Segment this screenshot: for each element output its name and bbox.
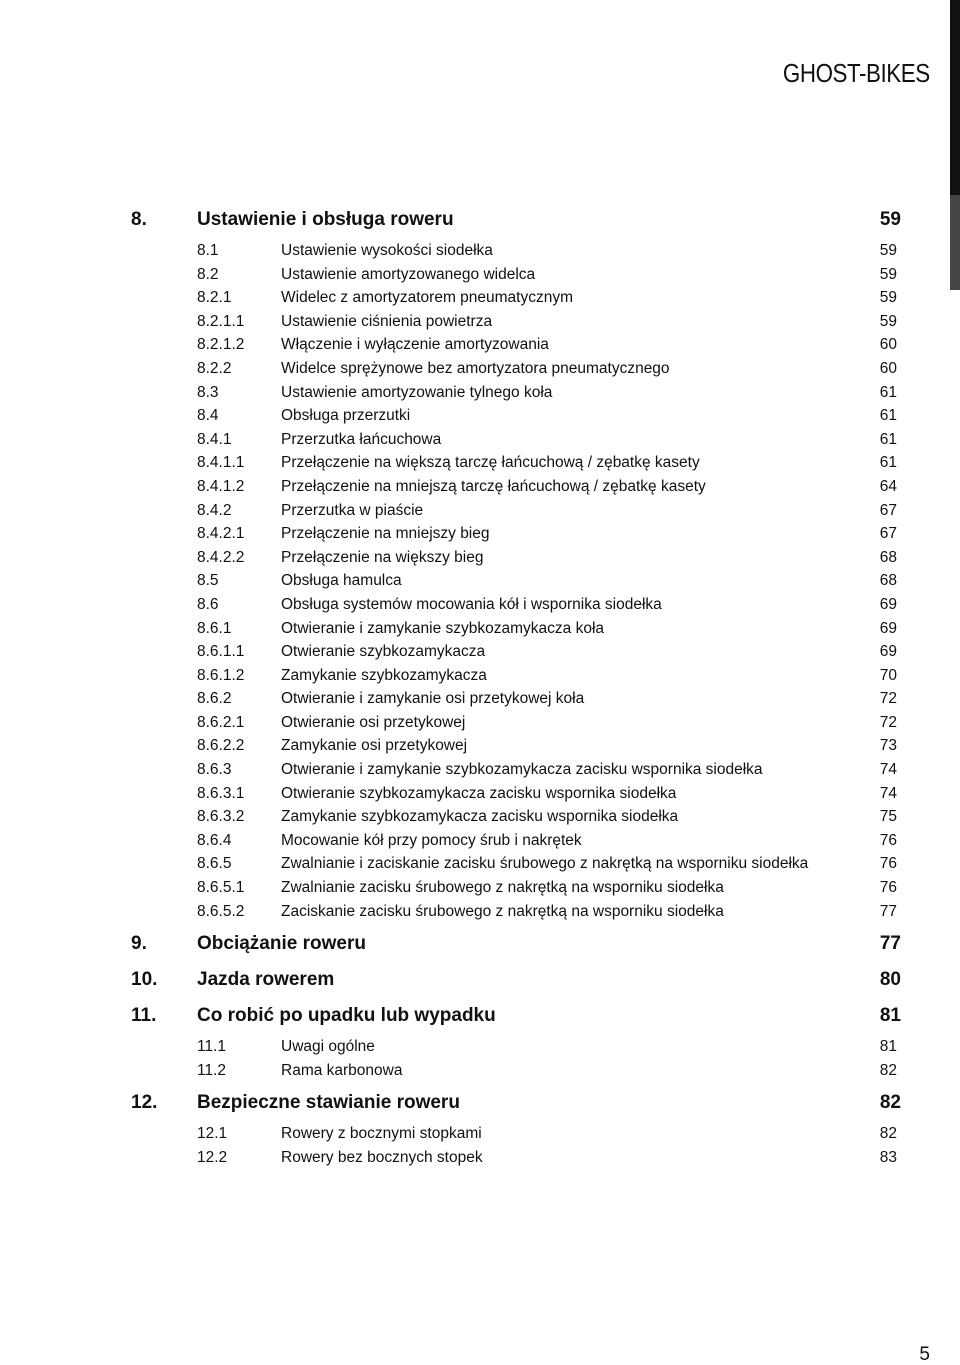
subsection-page: 83 <box>879 1149 897 1166</box>
subsection-page: 70 <box>879 666 897 684</box>
toc-subsection-entry <box>131 1035 901 1059</box>
toc-subsection-entry <box>131 475 901 499</box>
subsection-title: Ustawienie amortyzowanego widelca <box>281 265 536 283</box>
subsection-title: Otwieranie i zamykanie szybkozamykacza koła <box>281 619 605 637</box>
toc-subsection-list <box>131 239 901 923</box>
subsection-page: 67 <box>879 525 897 543</box>
subsection-title: Otwieranie i zamykanie osi przetykowej koła <box>281 690 585 708</box>
subsection-number: 8.2.1.1 <box>197 312 245 330</box>
subsection-number: 8.2.1 <box>197 289 232 307</box>
subsection-title: Otwieranie szybkozamykacza <box>281 643 486 661</box>
subsection-number: 8.4.1.1 <box>197 454 245 472</box>
toc-chapter-entry <box>131 929 901 959</box>
subsection-page: 60 <box>879 336 897 354</box>
subsection-page: 59 <box>879 289 897 307</box>
subsection-page: 74 <box>879 761 897 779</box>
subsection-title: Zamykanie szybkozamykacza zacisku wspornika siodełka <box>281 808 679 826</box>
subsection-page: 76 <box>879 879 897 897</box>
subsection-title: Rowery bez bocznych stopek <box>281 1149 483 1166</box>
subsection-number: 11.2 <box>197 1061 227 1079</box>
toc-chapter-entry <box>131 1088 901 1118</box>
edge-tab-bar <box>950 195 960 290</box>
toc-subsection-entry <box>131 829 901 853</box>
toc-subsection-entry <box>131 734 901 758</box>
subsection-page: 68 <box>879 572 897 590</box>
subsection-title: Obsługa przerzutki <box>281 407 411 425</box>
subsection-number: 8.6.4 <box>197 831 232 849</box>
chapter-page: 81 <box>879 1005 901 1027</box>
subsection-page: 64 <box>879 477 897 495</box>
subsection-title: Przełączenie na mniejszą tarczę łańcuchową / zębatkę kasety <box>281 477 706 495</box>
toc-subsection-entry <box>131 428 901 452</box>
subsection-title: Zwalnianie i zaciskanie zacisku śrubowego z nakrętką na wsporniku siodełka <box>281 855 809 873</box>
subsection-number: 8.6.2.1 <box>197 713 245 731</box>
subsection-title: Ustawienie wysokości siodełka <box>281 242 493 259</box>
subsection-page: 72 <box>879 713 897 731</box>
subsection-number: 8.6 <box>197 595 219 613</box>
subsection-title: Włączenie i wyłączenie amortyzowania <box>281 336 549 354</box>
chapter-title: Ustawienie i obsługa roweru <box>197 209 454 230</box>
subsection-number: 8.2 <box>197 265 219 283</box>
subsection-number: 8.6.5 <box>197 855 232 873</box>
subsection-title: Mocowanie kół przy pomocy śrub i nakrętek <box>281 831 582 849</box>
toc-subsection-entry <box>131 782 901 806</box>
subsection-page: 61 <box>879 383 897 401</box>
subsection-number: 8.4 <box>197 407 219 425</box>
toc-subsection-entry <box>131 1059 901 1083</box>
subsection-page: 82 <box>879 1061 897 1079</box>
chapter-number: 8. <box>131 209 147 230</box>
subsection-number: 8.2.1.2 <box>197 336 245 354</box>
subsection-page: 82 <box>879 1125 897 1143</box>
subsection-number: 8.6.1.1 <box>197 643 245 661</box>
subsection-number: 8.6.3 <box>197 761 232 779</box>
subsection-title: Otwieranie szybkozamykacza zacisku wspornika siodełka <box>281 784 677 802</box>
subsection-title: Zaciskanie zacisku śrubowego z nakrętką na wsporniku siodełka <box>281 902 724 920</box>
chapter-page: 77 <box>879 933 901 955</box>
subsection-page: 76 <box>879 855 897 873</box>
toc-subsection-entry <box>131 1146 901 1170</box>
subsection-number: 8.6.1 <box>197 619 232 637</box>
toc-subsection-entry <box>131 357 901 381</box>
subsection-number: 12.2 <box>197 1149 228 1166</box>
toc-subsection-entry <box>131 876 901 900</box>
toc-subsection-entry <box>131 333 901 357</box>
subsection-number: 8.6.3.1 <box>197 784 245 802</box>
toc-chapter-entry <box>131 1001 901 1031</box>
toc-subsection-entry <box>131 286 901 310</box>
subsection-number: 8.4.1 <box>197 430 232 448</box>
toc-subsection-entry <box>131 310 901 334</box>
subsection-number: 11.1 <box>197 1038 227 1056</box>
subsection-title: Obsługa hamulca <box>281 572 402 590</box>
subsection-title: Zamykanie szybkozamykacza <box>281 666 487 684</box>
toc-subsection-entry <box>131 499 901 523</box>
subsection-page: 77 <box>879 902 897 920</box>
brand-header: GHOST-BIKES <box>783 58 930 88</box>
subsection-page: 61 <box>879 454 897 472</box>
subsection-page: 60 <box>879 359 897 377</box>
toc-subsection-entry <box>131 617 901 641</box>
subsection-number: 8.6.2.2 <box>197 737 245 755</box>
subsection-title: Widelce sprężynowe bez amortyzatora pneumatycznego <box>281 359 670 377</box>
toc-subsection-entry <box>131 239 901 263</box>
chapter-number: 10. <box>131 969 158 991</box>
subsection-title: Otwieranie osi przetykowej <box>281 713 466 731</box>
subsection-number: 8.1 <box>197 242 219 259</box>
subsection-number: 8.6.5.1 <box>197 879 245 897</box>
toc-subsection-entry <box>131 1122 901 1146</box>
toc-chapter-entry <box>131 965 901 995</box>
subsection-number: 8.6.3.2 <box>197 808 245 826</box>
subsection-page: 69 <box>879 595 897 613</box>
subsection-page: 73 <box>879 737 897 755</box>
subsection-page: 76 <box>879 831 897 849</box>
page-number: 5 <box>919 1344 930 1365</box>
chapter-title: Co robić po upadku lub wypadku <box>197 1005 496 1027</box>
subsection-number: 8.3 <box>197 383 219 401</box>
subsection-title: Przełączenie na większy bieg <box>281 548 484 566</box>
chapter-title: Bezpieczne stawianie roweru <box>197 1092 460 1114</box>
toc-chapter-entry <box>131 205 901 235</box>
toc-subsection-entry <box>131 711 901 735</box>
subsection-page: 59 <box>879 242 897 259</box>
toc-subsection-entry <box>131 593 901 617</box>
subsection-number: 8.4.1.2 <box>197 477 245 495</box>
toc-subsection-entry <box>131 687 901 711</box>
chapter-number: 9. <box>131 933 147 955</box>
toc-subsection-entry <box>131 451 901 475</box>
subsection-title: Rama karbonowa <box>281 1061 403 1079</box>
subsection-page: 81 <box>879 1038 897 1056</box>
toc-subsection-entry <box>131 546 901 570</box>
subsection-title: Ustawienie ciśnienia powietrza <box>281 312 493 330</box>
subsection-page: 69 <box>879 643 897 661</box>
toc-subsection-entry <box>131 263 901 287</box>
subsection-page: 75 <box>879 808 897 826</box>
toc-subsection-entry <box>131 522 901 546</box>
toc-subsection-entry <box>131 569 901 593</box>
subsection-number: 8.4.2.2 <box>197 548 245 566</box>
subsection-number: 8.6.1.2 <box>197 666 245 684</box>
subsection-page: 74 <box>879 784 897 802</box>
toc-subsection-list <box>131 1035 901 1082</box>
subsection-page: 61 <box>879 407 897 425</box>
subsection-title: Widelec z amortyzatorem pneumatycznym <box>281 289 574 307</box>
subsection-number: 8.5 <box>197 572 219 590</box>
subsection-page: 61 <box>879 430 897 448</box>
subsection-title: Zamykanie osi przetykowej <box>281 737 468 755</box>
edge-marker-bar <box>950 0 960 195</box>
chapter-page: 80 <box>879 969 901 991</box>
table-of-contents <box>131 205 901 1170</box>
toc-subsection-entry <box>131 664 901 688</box>
toc-subsection-list <box>131 1122 901 1169</box>
toc-subsection-entry <box>131 640 901 664</box>
subsection-page: 68 <box>879 548 897 566</box>
subsection-title: Przełączenie na większą tarczę łańcuchową / zębatkę kasety <box>281 454 700 472</box>
toc-subsection-entry <box>131 758 901 782</box>
subsection-title: Otwieranie i zamykanie szybkozamykacza zacisku wspornika siodełka <box>281 761 763 779</box>
subsection-title: Przerzutka w piaście <box>281 501 424 519</box>
subsection-page: 72 <box>879 690 897 708</box>
toc-subsection-entry <box>131 404 901 428</box>
subsection-title: Uwagi ogólne <box>281 1038 375 1056</box>
subsection-number: 8.4.2 <box>197 501 232 519</box>
chapter-title: Jazda rowerem <box>197 969 335 991</box>
toc-subsection-entry <box>131 852 901 876</box>
chapter-number: 12. <box>131 1092 158 1114</box>
subsection-number: 8.6.5.2 <box>197 902 245 920</box>
subsection-number: 8.2.2 <box>197 359 232 377</box>
subsection-page: 67 <box>879 501 897 519</box>
subsection-title: Przełączenie na mniejszy bieg <box>281 525 490 543</box>
subsection-page: 59 <box>879 265 897 283</box>
toc-subsection-entry <box>131 381 901 405</box>
subsection-number: 12.1 <box>197 1125 228 1143</box>
subsection-title: Ustawienie amortyzowanie tylnego koła <box>281 383 553 401</box>
subsection-page: 59 <box>879 312 897 330</box>
subsection-title: Rowery z bocznymi stopkami <box>281 1125 482 1143</box>
toc-subsection-entry <box>131 900 901 924</box>
subsection-number: 8.6.2 <box>197 690 232 708</box>
chapter-page: 82 <box>879 1092 901 1114</box>
subsection-title: Zwalnianie zacisku śrubowego z nakrętką na wsporniku siodełka <box>281 879 724 897</box>
subsection-title: Obsługa systemów mocowania kół i wspornika siodełka <box>281 595 662 613</box>
chapter-page: 59 <box>879 209 901 230</box>
subsection-title: Przerzutka łańcuchowa <box>281 430 442 448</box>
chapter-title: Obciążanie roweru <box>197 933 366 955</box>
toc-subsection-entry <box>131 805 901 829</box>
subsection-page: 69 <box>879 619 897 637</box>
chapter-number: 11. <box>131 1005 157 1027</box>
subsection-number: 8.4.2.1 <box>197 525 245 543</box>
